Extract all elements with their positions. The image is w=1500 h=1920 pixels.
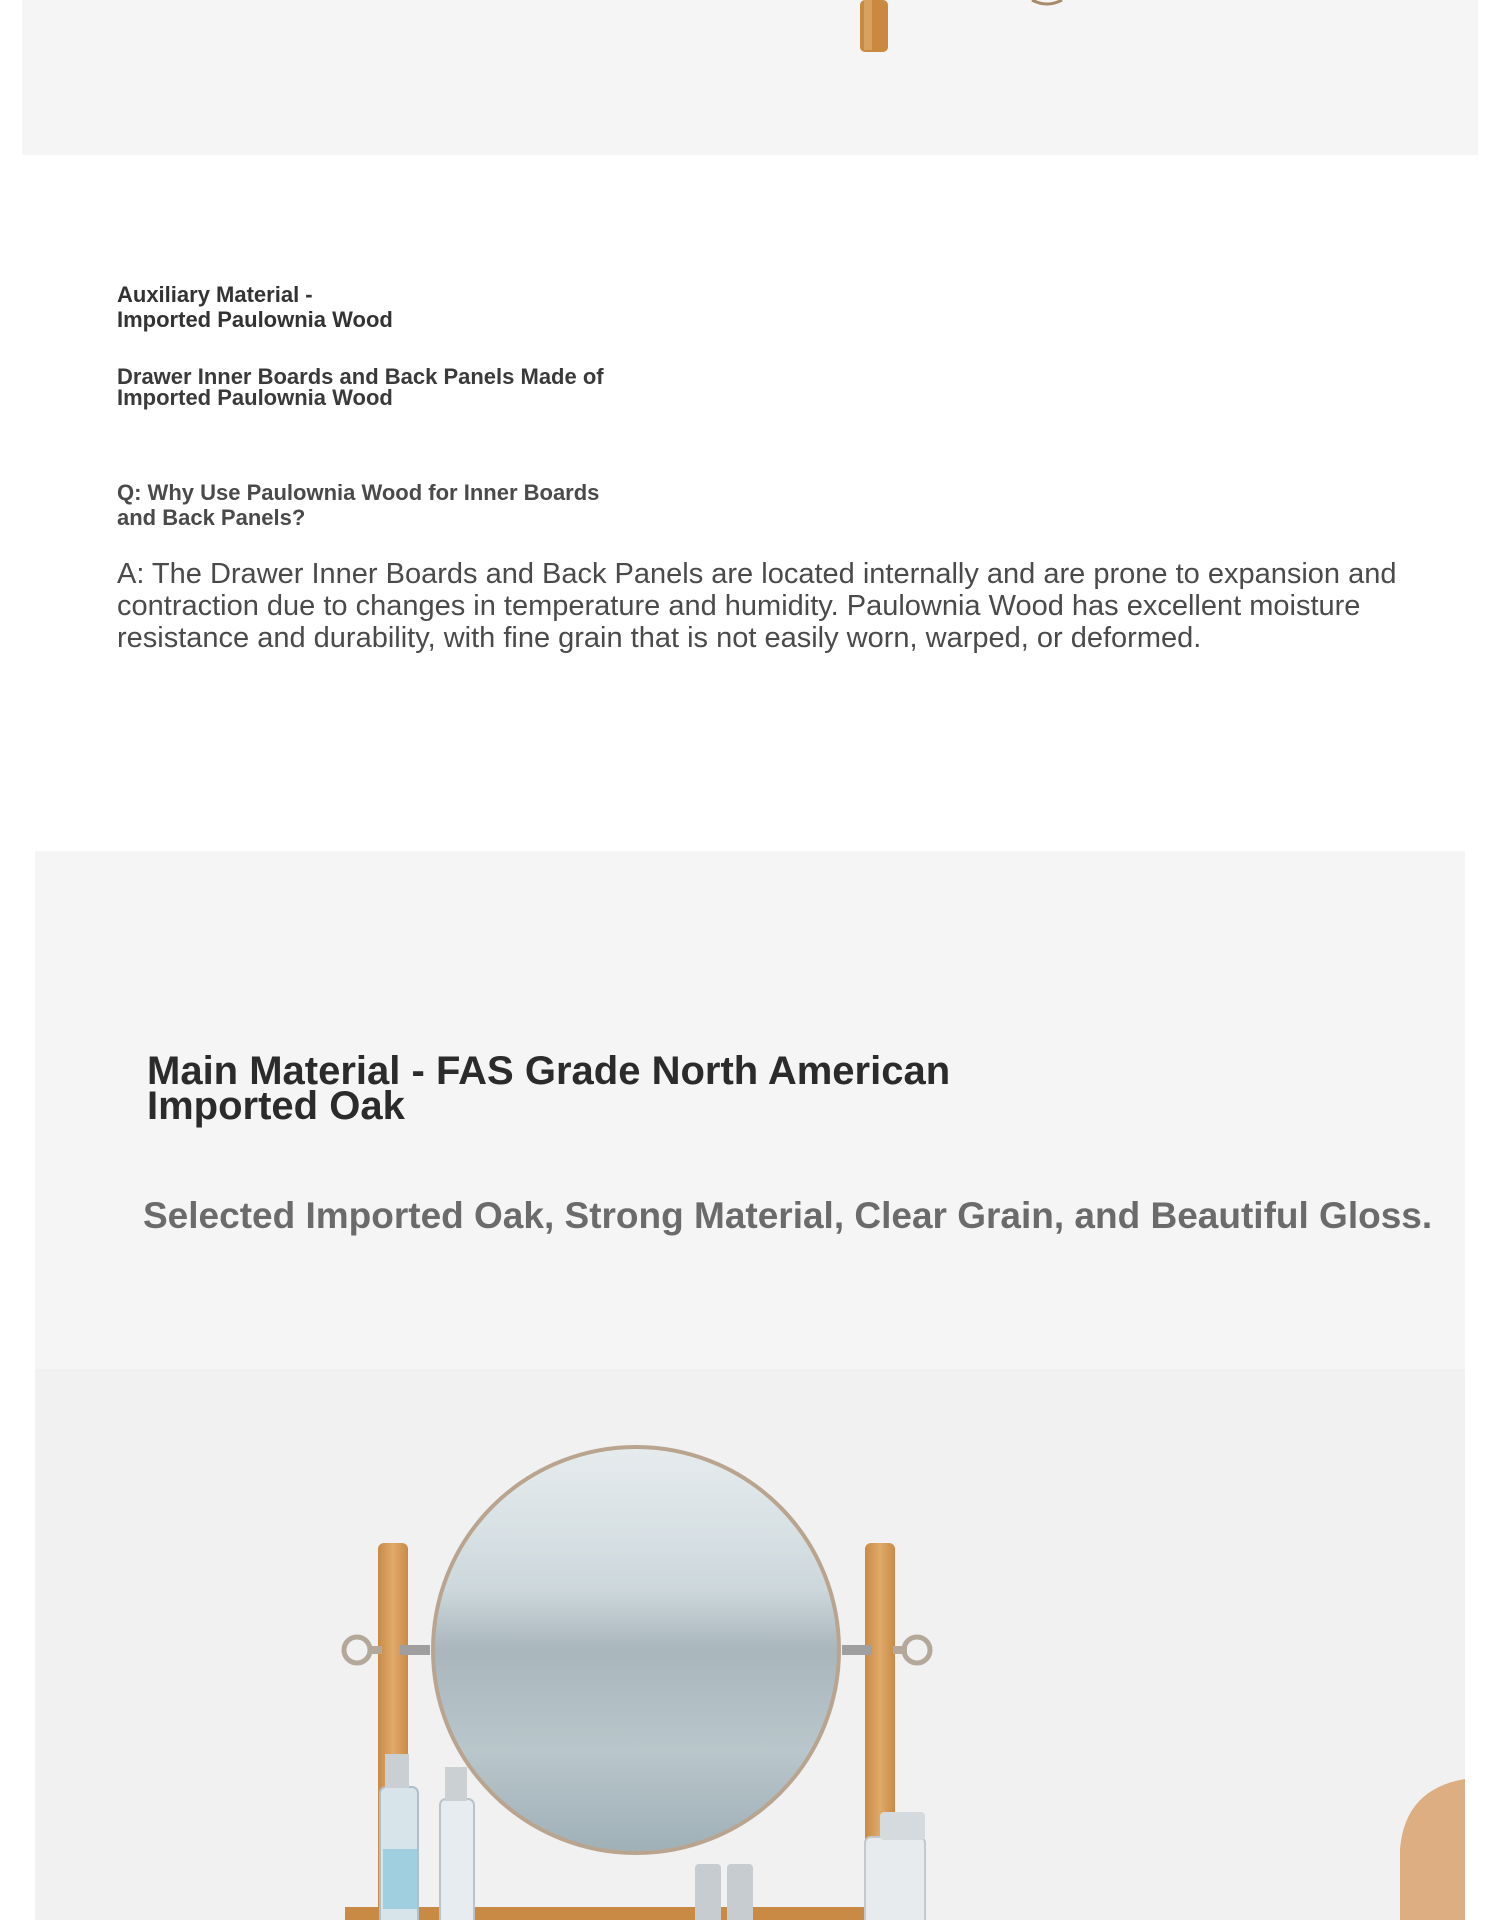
auxiliary-material-title xyxy=(117,282,537,332)
main-material-subtitle: Selected Imported Oak, Strong Material, Clear Grain, and Beautiful Gloss. xyxy=(143,1195,1433,1236)
vanity-mirror-illustration xyxy=(35,1369,1465,1920)
auxiliary-subtitle-line1: Drawer Inner Boards and Back Panels Made of xyxy=(117,364,604,389)
faq-answer: A: The Drawer Inner Boards and Back Panels are located internally and are prone to expansion and contraction due to changes in temperature and humidity. Paulownia Wood has excellent moisture resistance and durability, with fine grain that is not easily worn, warped, or deformed. xyxy=(117,558,1397,654)
main-material-title-line2: Imported Oak xyxy=(147,1084,405,1128)
faq-question xyxy=(117,480,677,530)
auxiliary-material-subtitle xyxy=(117,366,677,408)
wooden-leg-illustration xyxy=(22,0,1478,155)
auxiliary-title-line2: Imported Paulownia Wood xyxy=(117,307,393,332)
faq-question-line2: and Back Panels? xyxy=(117,505,306,530)
auxiliary-title-line1: Auxiliary Material - xyxy=(117,282,313,307)
auxiliary-subtitle-line2: Imported Paulownia Wood xyxy=(117,385,393,410)
main-material-section xyxy=(35,851,1465,1920)
main-material-title-line1: Main Material - FAS Grade North American xyxy=(147,1049,951,1093)
vanity-mirror-photo xyxy=(35,1369,1465,1920)
faq-question-line1: Q: Why Use Paulownia Wood for Inner Boards xyxy=(117,480,600,505)
main-material-title xyxy=(147,1049,1047,1128)
top-product-photo-panel xyxy=(22,0,1478,155)
